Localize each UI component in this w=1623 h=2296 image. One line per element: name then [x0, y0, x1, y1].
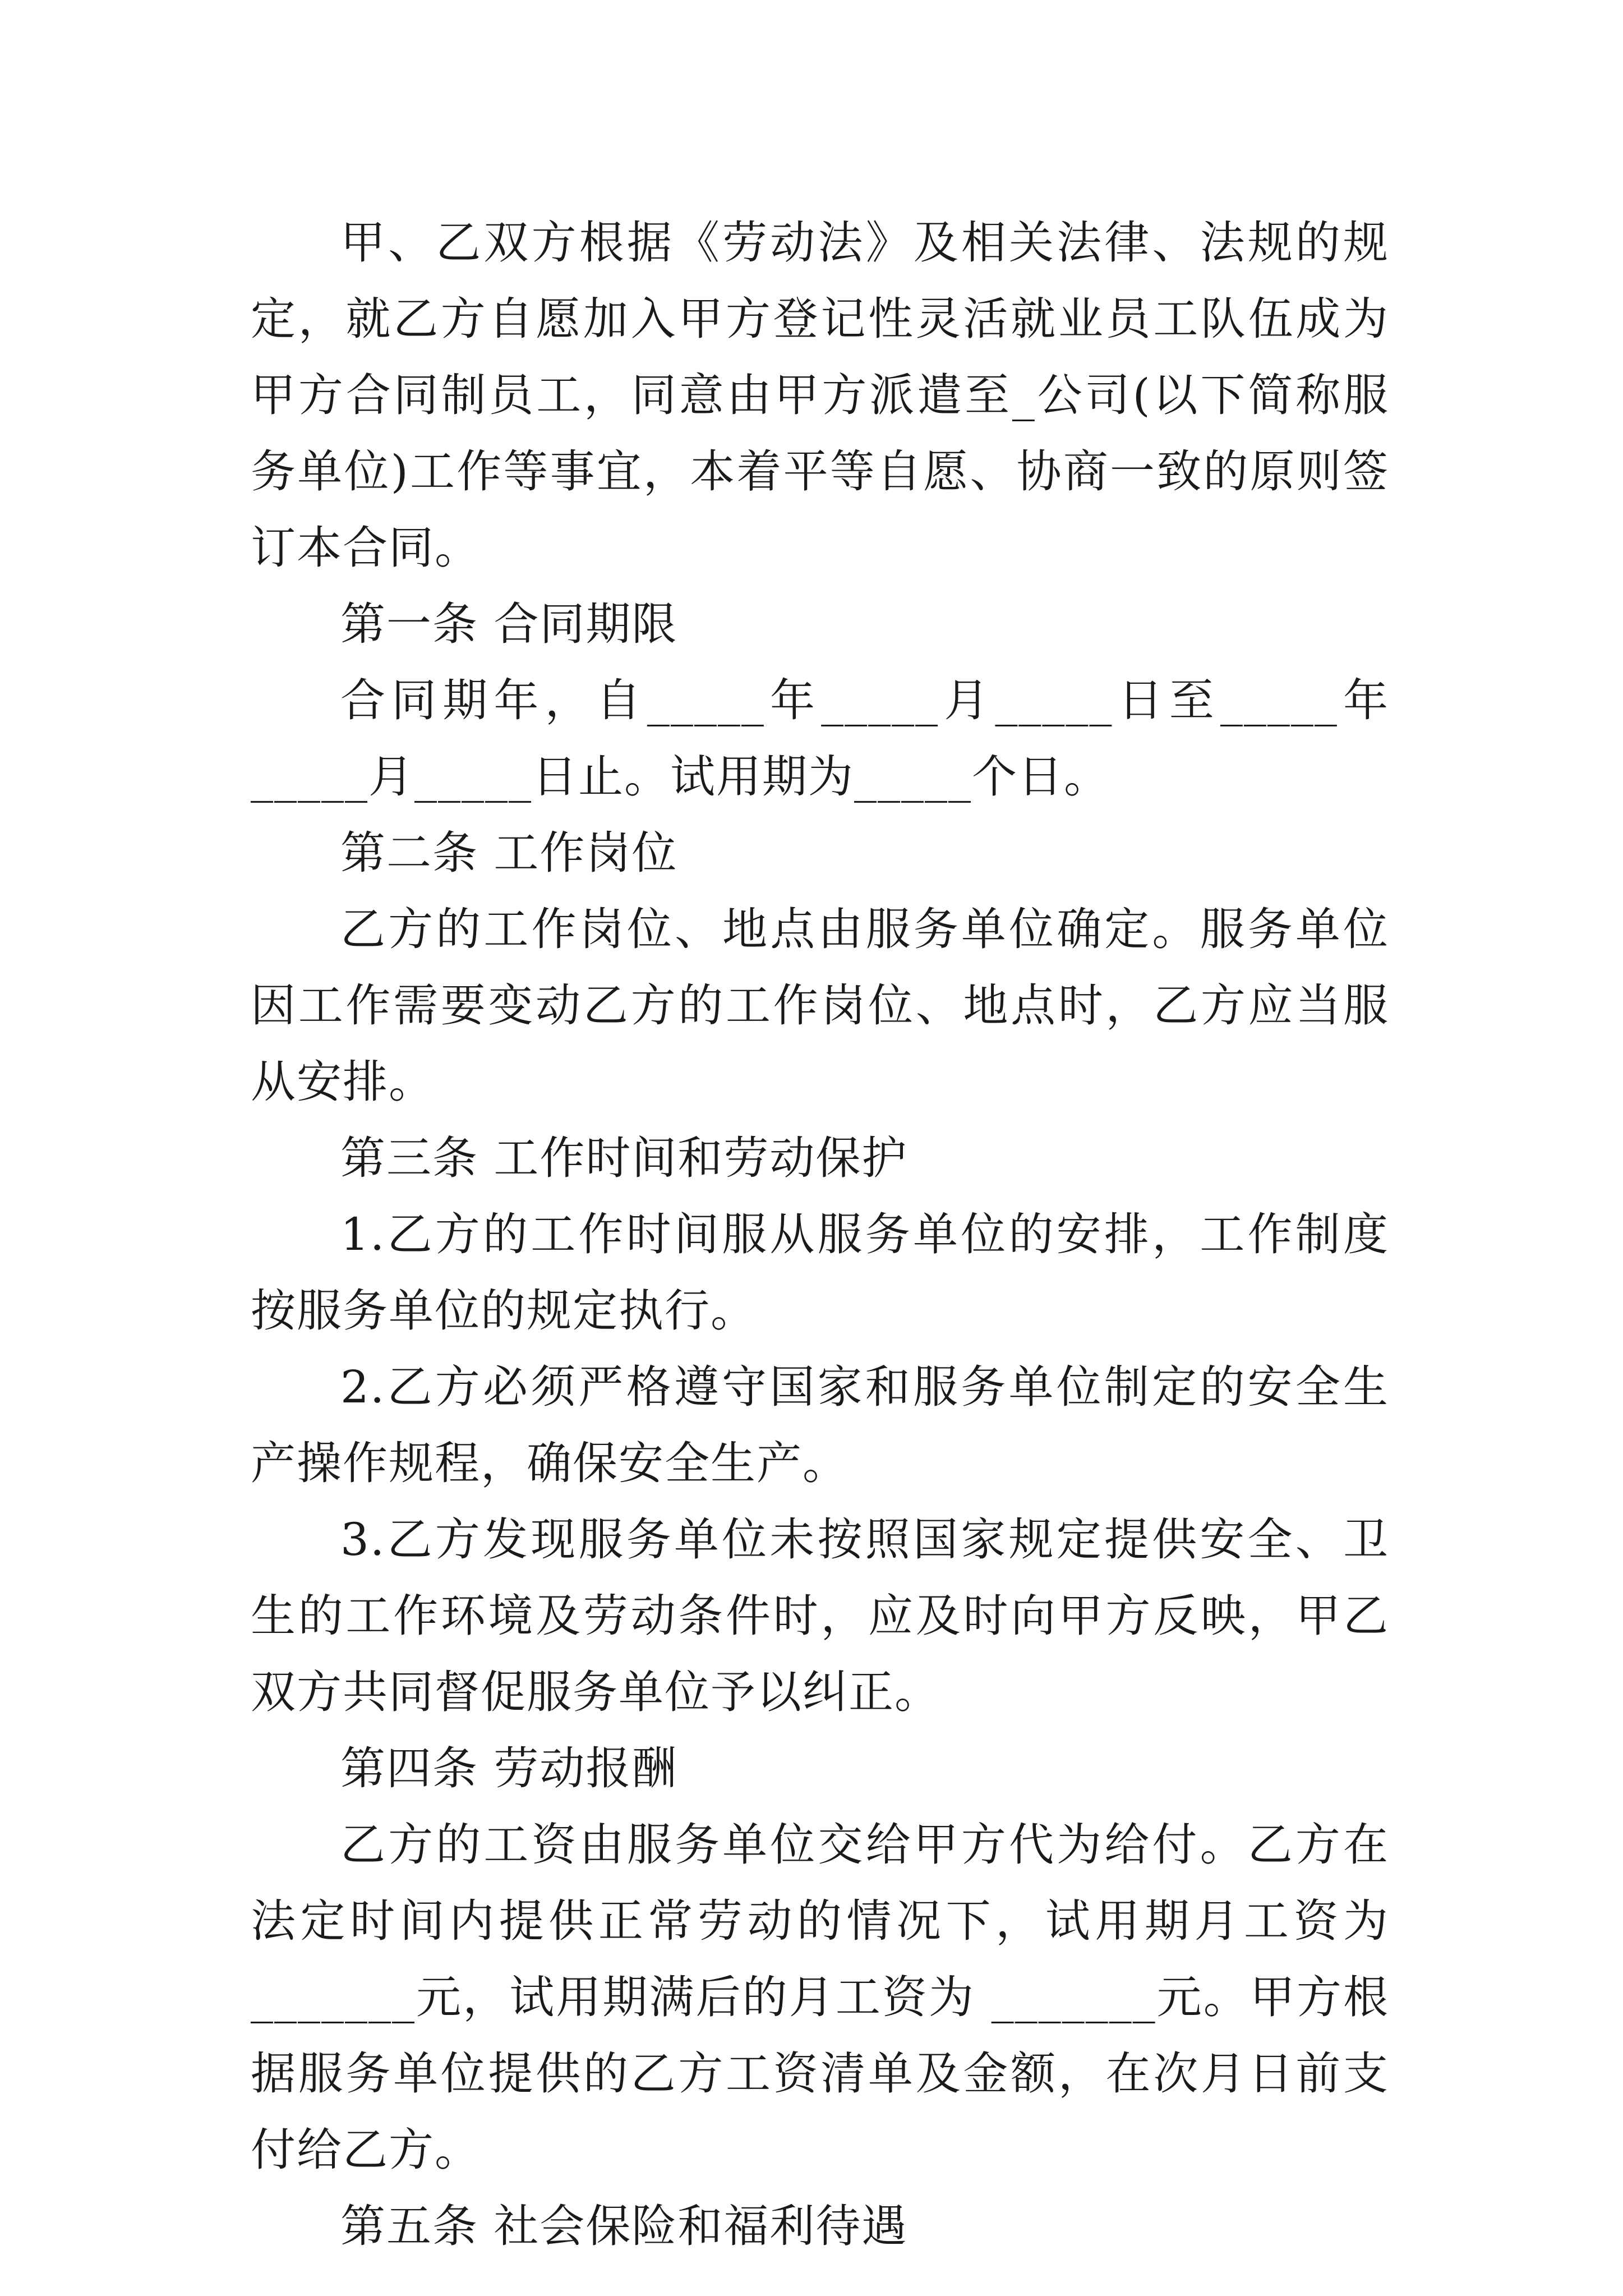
intro-paragraph: 甲、乙双方根据《劳动法》及相关法律、法规的规定，就乙方自愿加入甲方登记性灵活就业员工队伍成为甲方合同制员工，同意由甲方派遣至_公司(以下简称服务单位)工作等事宜，本着平等自愿、协商一致的原则签订本合同。 — [251, 217, 1389, 574]
article-4-heading: 第四条 劳动报酬 — [340, 1742, 678, 1795]
article-4-wage-paragraph: 乙方的工资由服务单位交给甲方代为给付。乙方在法定时间内提供正常劳动的情况下，试用期月工资为_______元，试用期满后的月工资为 _______元。甲方根据服务单位提供的乙方工资清单及金额，在次月日前支付给乙方。 — [251, 1819, 1389, 2176]
article-3-item-1: 1.乙方的工作时间服从服务单位的安排，工作制度按服务单位的规定执行。 — [251, 1208, 1389, 1337]
article-2-position-paragraph: 乙方的工作岗位、地点由服务单位确定。服务单位因工作需要变动乙方的工作岗位、地点时，乙方应当服从安排。 — [251, 903, 1389, 1108]
article-5-heading: 第五条 社会保险和福利待遇 — [340, 2200, 908, 2252]
article-1-heading: 第一条 合同期限 — [340, 598, 678, 650]
article-3-item-3: 3.乙方发现服务单位未按照国家规定提供安全、卫生的工作环境及劳动条件时，应及时向甲方反映，甲乙双方共同督促服务单位予以纠正。 — [251, 1513, 1389, 1718]
article-3-heading: 第三条 工作时间和劳动保护 — [340, 1132, 908, 1184]
article-2-heading: 第二条 工作岗位 — [340, 827, 678, 879]
article-3-item-2: 2.乙方必须严格遵守国家和服务单位制定的安全生产操作规程，确保安全生产。 — [251, 1361, 1389, 1489]
article-1-term-paragraph: 合同期年，自_____年_____月_____日至_____年_____月_____日止。试用期为_____个日。 — [251, 674, 1389, 803]
contract-body — [251, 205, 1389, 2265]
